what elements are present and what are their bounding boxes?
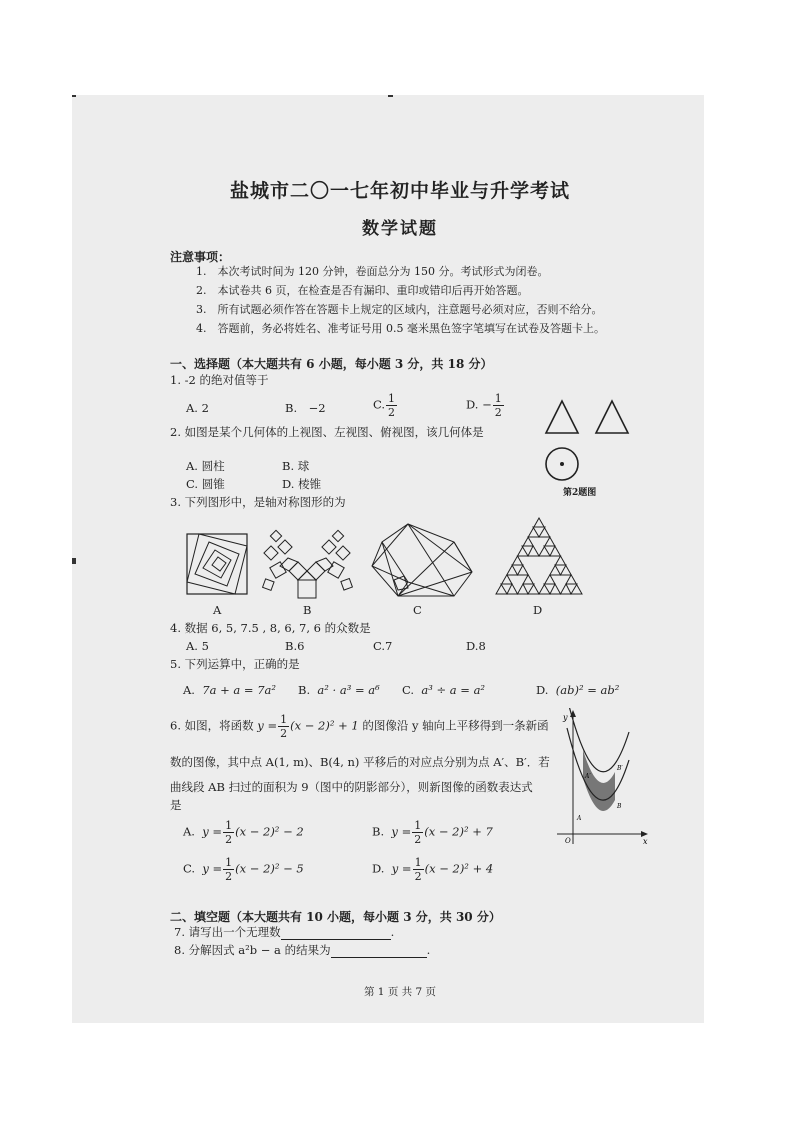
q5-option-a-expr: 7a + a = 7a² <box>202 683 276 697</box>
q1-option-c-label: C. <box>373 397 386 412</box>
q6-label-x: x <box>643 837 648 846</box>
q7-answer-blank[interactable] <box>281 927 391 940</box>
q6-label-b-prime: B′ <box>617 765 623 772</box>
q6-option-c: C. y = $\frac{1}{2}$ (x − 2)² − 5 <box>183 856 304 883</box>
q1-option-c-fraction: $\frac{1}{2}$ <box>388 392 396 419</box>
q6-stem-line-4: 是 <box>170 798 182 812</box>
q6-shifted-parabola <box>567 708 629 772</box>
q1-stem: 1. -2 的绝对值等于 <box>170 373 269 387</box>
crop-mark-top-mid <box>388 95 393 97</box>
q6-label-a-prime: A′ <box>585 773 591 780</box>
q5-option-d: D. (ab)² = ab² <box>536 683 620 697</box>
q6-option-d: D. y = $\frac{1}{2}$ (x − 2)² + 4 <box>372 856 494 883</box>
q4-option-a: A. 5 <box>186 639 209 653</box>
q2-figure-label: 第2题图 <box>563 488 597 498</box>
q2-side-view-triangle <box>596 401 628 433</box>
q1-option-d-label: D. − <box>466 397 492 412</box>
q5-option-b-expr: a² · a³ = a⁶ <box>317 683 380 697</box>
q6-label-y: y <box>563 713 568 722</box>
section1-heading: 一、选择题（本大题共有 6 小题，每小题 3 分，共 18 分） <box>170 357 493 371</box>
q2-front-view-triangle <box>546 401 578 433</box>
q5-option-d-expr: (ab)² = ab² <box>555 683 620 697</box>
q2-option-b: B. 球 <box>282 459 310 473</box>
q3-figure-b <box>262 526 354 602</box>
q7-stem: 7. 请写出一个无理数 . <box>174 925 395 939</box>
exam-subtitle: 数学试题 <box>362 219 438 239</box>
q3-label-a: A <box>213 603 222 617</box>
q1-option-d-fraction: $\frac{1}{2}$ <box>494 392 502 419</box>
q3-figure-d <box>494 516 584 598</box>
q6-label-b: B <box>617 803 622 810</box>
q2-option-d: D. 棱锥 <box>282 477 322 491</box>
q2-option-c: C. 圆锥 <box>186 477 225 491</box>
q3-stem: 3. 下列图形中，是轴对称图形的为 <box>170 495 346 509</box>
q4-option-b: B.6 <box>285 639 305 653</box>
q1-option-d <box>466 393 505 418</box>
q6-stem-fraction: $\frac{1}{2}$ <box>280 713 288 740</box>
notice-heading: 注意事项： <box>170 250 231 264</box>
section2-heading: 二、填空题（本大题共有 10 小题，每小题 3 分，共 30 分） <box>170 910 501 924</box>
q3-label-d: D <box>533 603 543 617</box>
q6-stem-line-3: 曲线段 AB 扫过的面积为 9（图中的阴影部分），则新图像的函数表达式 <box>170 780 533 794</box>
q1-option-a: A. 2 <box>186 401 209 415</box>
q6-option-b: B. y = $\frac{1}{2}$ (x − 2)² + 7 <box>372 819 493 846</box>
q1-option-b: B. −2 <box>285 401 326 415</box>
q5-option-c-expr: a³ ÷ a = a² <box>421 683 486 697</box>
q4-option-d: D.8 <box>466 639 486 653</box>
notice-item-3: 3. 所有试题必须作答在答题卡上规定的区域内，注意题号必须对应，否则不给分。 <box>196 303 603 316</box>
q6-label-a: A <box>577 815 582 822</box>
q6-label-o: O <box>565 837 571 845</box>
q8-answer-blank[interactable] <box>331 945 427 958</box>
q6-graph <box>553 708 651 848</box>
exam-title: 盐城市二〇一七年初中毕业与升学考试 <box>229 180 570 202</box>
notice-item-4: 4. 答题前，务必将姓名、准考证号用 0.5 毫米黑色签字笔填写在试卷及答题卡上。 <box>196 322 605 335</box>
q4-stem: 4. 数据 6, 5, 7.5 , 8, 6, 7, 6 的众数是 <box>170 621 371 635</box>
q4-option-c: C.7 <box>373 639 393 653</box>
notice-item-1: 1. 本次考试时间为 120 分钟，卷面总分为 150 分。考试形式为闭卷。 <box>196 265 549 278</box>
notice-item-2: 2. 本试卷共 6 页，在检查是否有漏印、重印或错印后再开始答题。 <box>196 284 529 297</box>
q5-option-c: C. a³ ÷ a = a² <box>402 683 486 697</box>
q1-option-c <box>373 393 398 418</box>
crop-mark-top-left <box>72 95 76 97</box>
q2-stem: 2. 如图是某个几何体的上视图、左视图、俯视图，该几何体是 <box>170 425 484 439</box>
q2-option-a: A. 圆柱 <box>186 459 225 473</box>
q6-stem-line-2: 数的图像，其中点 A(1, m)、B(4, n) 平移后的对应点分别为点 A′、B′．若 <box>170 755 550 769</box>
q6-option-a: A. y = $\frac{1}{2}$ (x − 2)² − 2 <box>183 819 304 846</box>
q3-figure-a <box>185 530 251 600</box>
q3-label-b: B <box>303 603 312 617</box>
crop-mark-left <box>72 558 76 564</box>
q5-option-a: A. 7a + a = 7a² <box>183 683 276 697</box>
q6-stem-line-1: 6. 如图，将函数 y = $\frac{1}{2}$ (x − 2)² + 1 的图像沿 y 轴向上平移得到一条新函 <box>170 713 549 740</box>
q2-top-view-center <box>560 462 564 466</box>
q5-stem: 5. 下列运算中，正确的是 <box>170 657 300 671</box>
q8-stem: 8. 分解因式 a²b − a 的结果为 . <box>174 943 431 957</box>
page-number: 第 1 页 共 7 页 <box>363 986 437 998</box>
q3-figure-c <box>368 522 474 600</box>
q5-option-b: B. a² · a³ = a⁶ <box>298 683 380 697</box>
q3-label-c: C <box>413 603 422 617</box>
